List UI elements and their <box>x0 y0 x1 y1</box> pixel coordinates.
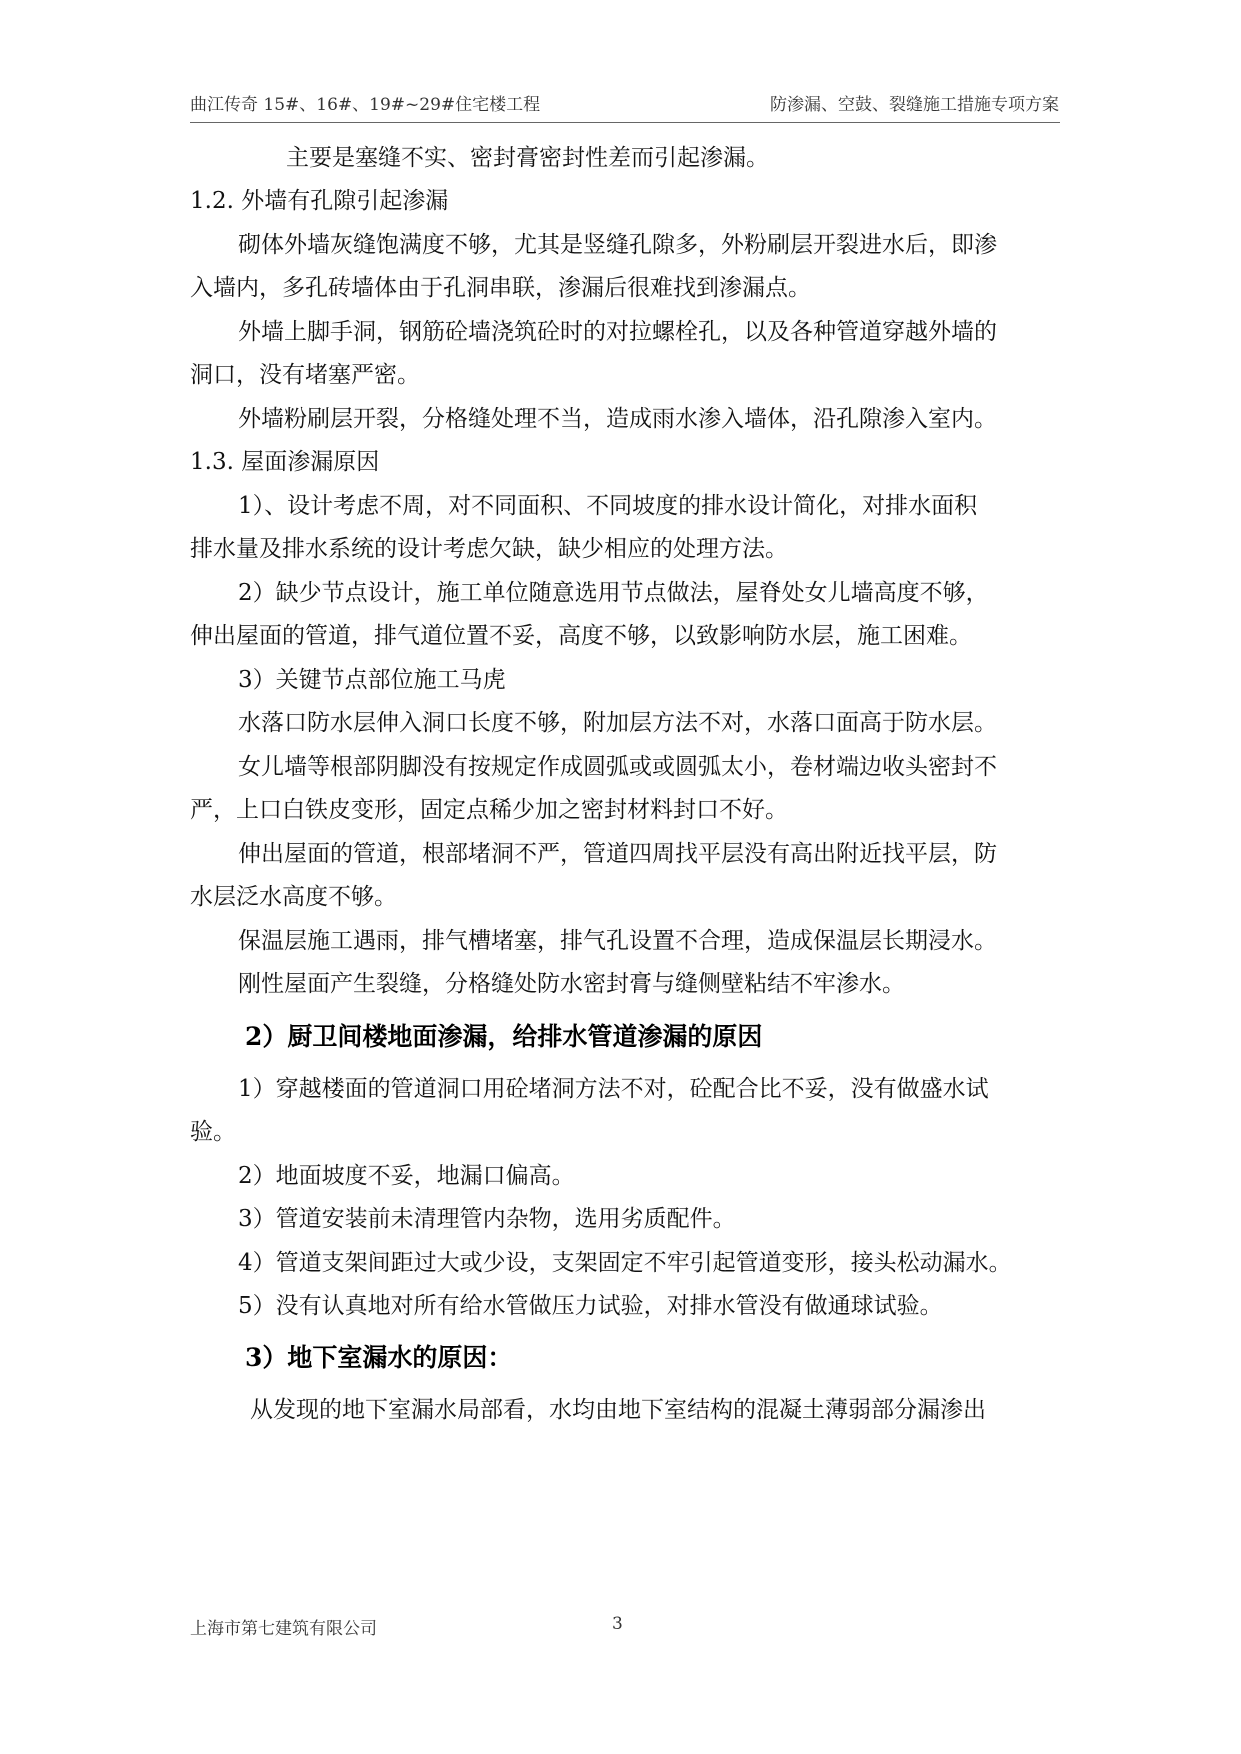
footer-company: 上海市第七建筑有限公司 <box>190 1619 377 1639</box>
paragraph-line: 验。 <box>190 1119 236 1145</box>
paragraph-line: 从发现的地下室漏水局部看，水均由地下室结构的混凝土薄弱部分漏渗出 <box>250 1397 986 1423</box>
subsection-heading-basement: 3）地下室漏水的原因： <box>245 1343 513 1372</box>
paragraph-line: 2）地面坡度不妥，地漏口偏高。 <box>238 1163 575 1189</box>
paragraph-line: 排水量及排水系统的设计考虑欠缺，缺少相应的处理方法。 <box>190 536 788 562</box>
paragraph-line: 1）穿越楼面的管道洞口用砼堵洞方法不对，砼配合比不妥，没有做盛水试 <box>238 1076 989 1102</box>
paragraph-line: 水层泛水高度不够。 <box>190 884 397 910</box>
page-number: 3 <box>612 1614 623 1634</box>
subsection-heading-kitchen-bath: 2）厨卫间楼地面渗漏，给排水管道渗漏的原因 <box>245 1022 763 1051</box>
paragraph-line: 水落口防水层伸入洞口长度不够，附加层方法不对，水落口面高于防水层。 <box>238 710 997 736</box>
paragraph-line: 入墙内，多孔砖墙体由于孔洞串联，渗漏后很难找到渗漏点。 <box>190 275 811 301</box>
paragraph-line: 严，上口白铁皮变形，固定点稀少加之密封材料封口不好。 <box>190 797 788 823</box>
header-document-title: 防渗漏、空鼓、裂缝施工措施专项方案 <box>770 95 1059 115</box>
section-heading-1-2: 1.2. 外墙有孔隙引起渗漏 <box>190 188 449 214</box>
paragraph-line: 洞口，没有堵塞严密。 <box>190 362 420 388</box>
paragraph-line: 刚性屋面产生裂缝，分格缝处防水密封膏与缝侧壁粘结不牢渗水。 <box>238 971 905 997</box>
paragraph-line: 砌体外墙灰缝饱满度不够，尤其是竖缝孔隙多，外粉刷层开裂进水后，即渗 <box>238 232 997 258</box>
paragraph-line: 4）管道支架间距过大或少设，支架固定不牢引起管道变形，接头松动漏水。 <box>238 1250 1012 1276</box>
paragraph-line: 2）缺少节点设计，施工单位随意选用节点做法，屋脊处女儿墙高度不够， <box>238 580 989 606</box>
section-heading-1-3: 1.3. 屋面渗漏原因 <box>190 449 380 475</box>
paragraph-line: 保温层施工遇雨，排气槽堵塞，排气孔设置不合理，造成保温层长期浸水。 <box>238 928 997 954</box>
paragraph-line: 5）没有认真地对所有给水管做压力试验，对排水管没有做通球试验。 <box>238 1293 943 1319</box>
paragraph-line: 3）管道安装前未清理管内杂物，选用劣质配件。 <box>238 1206 736 1232</box>
paragraph-line: 外墙粉刷层开裂，分格缝处理不当，造成雨水渗入墙体，沿孔隙渗入室内。 <box>238 406 997 432</box>
paragraph-line: 女儿墙等根部阴脚没有按规定作成圆弧或或圆弧太小，卷材端边收头密封不 <box>238 754 997 780</box>
paragraph-line: 1）、设计考虑不周，对不同面积、不同坡度的排水设计简化，对排水面积 <box>238 493 978 519</box>
paragraph-line: 伸出屋面的管道，根部堵洞不严，管道四周找平层没有高出附近找平层，防 <box>238 841 997 867</box>
paragraph-line: 外墙上脚手洞，钢筋砼墙浇筑砼时的对拉螺栓孔，以及各种管道穿越外墙的 <box>238 319 997 345</box>
paragraph-line: 3）关键节点部位施工马虎 <box>238 667 506 693</box>
paragraph-line: 主要是塞缝不实、密封膏密封性差而引起渗漏。 <box>286 145 769 171</box>
paragraph-line: 伸出屋面的管道，排气道位置不妥，高度不够，以致影响防水层，施工困难。 <box>190 623 972 649</box>
header-project-title: 曲江传奇 15#、16#、19#~29#住宅楼工程 <box>190 95 541 115</box>
